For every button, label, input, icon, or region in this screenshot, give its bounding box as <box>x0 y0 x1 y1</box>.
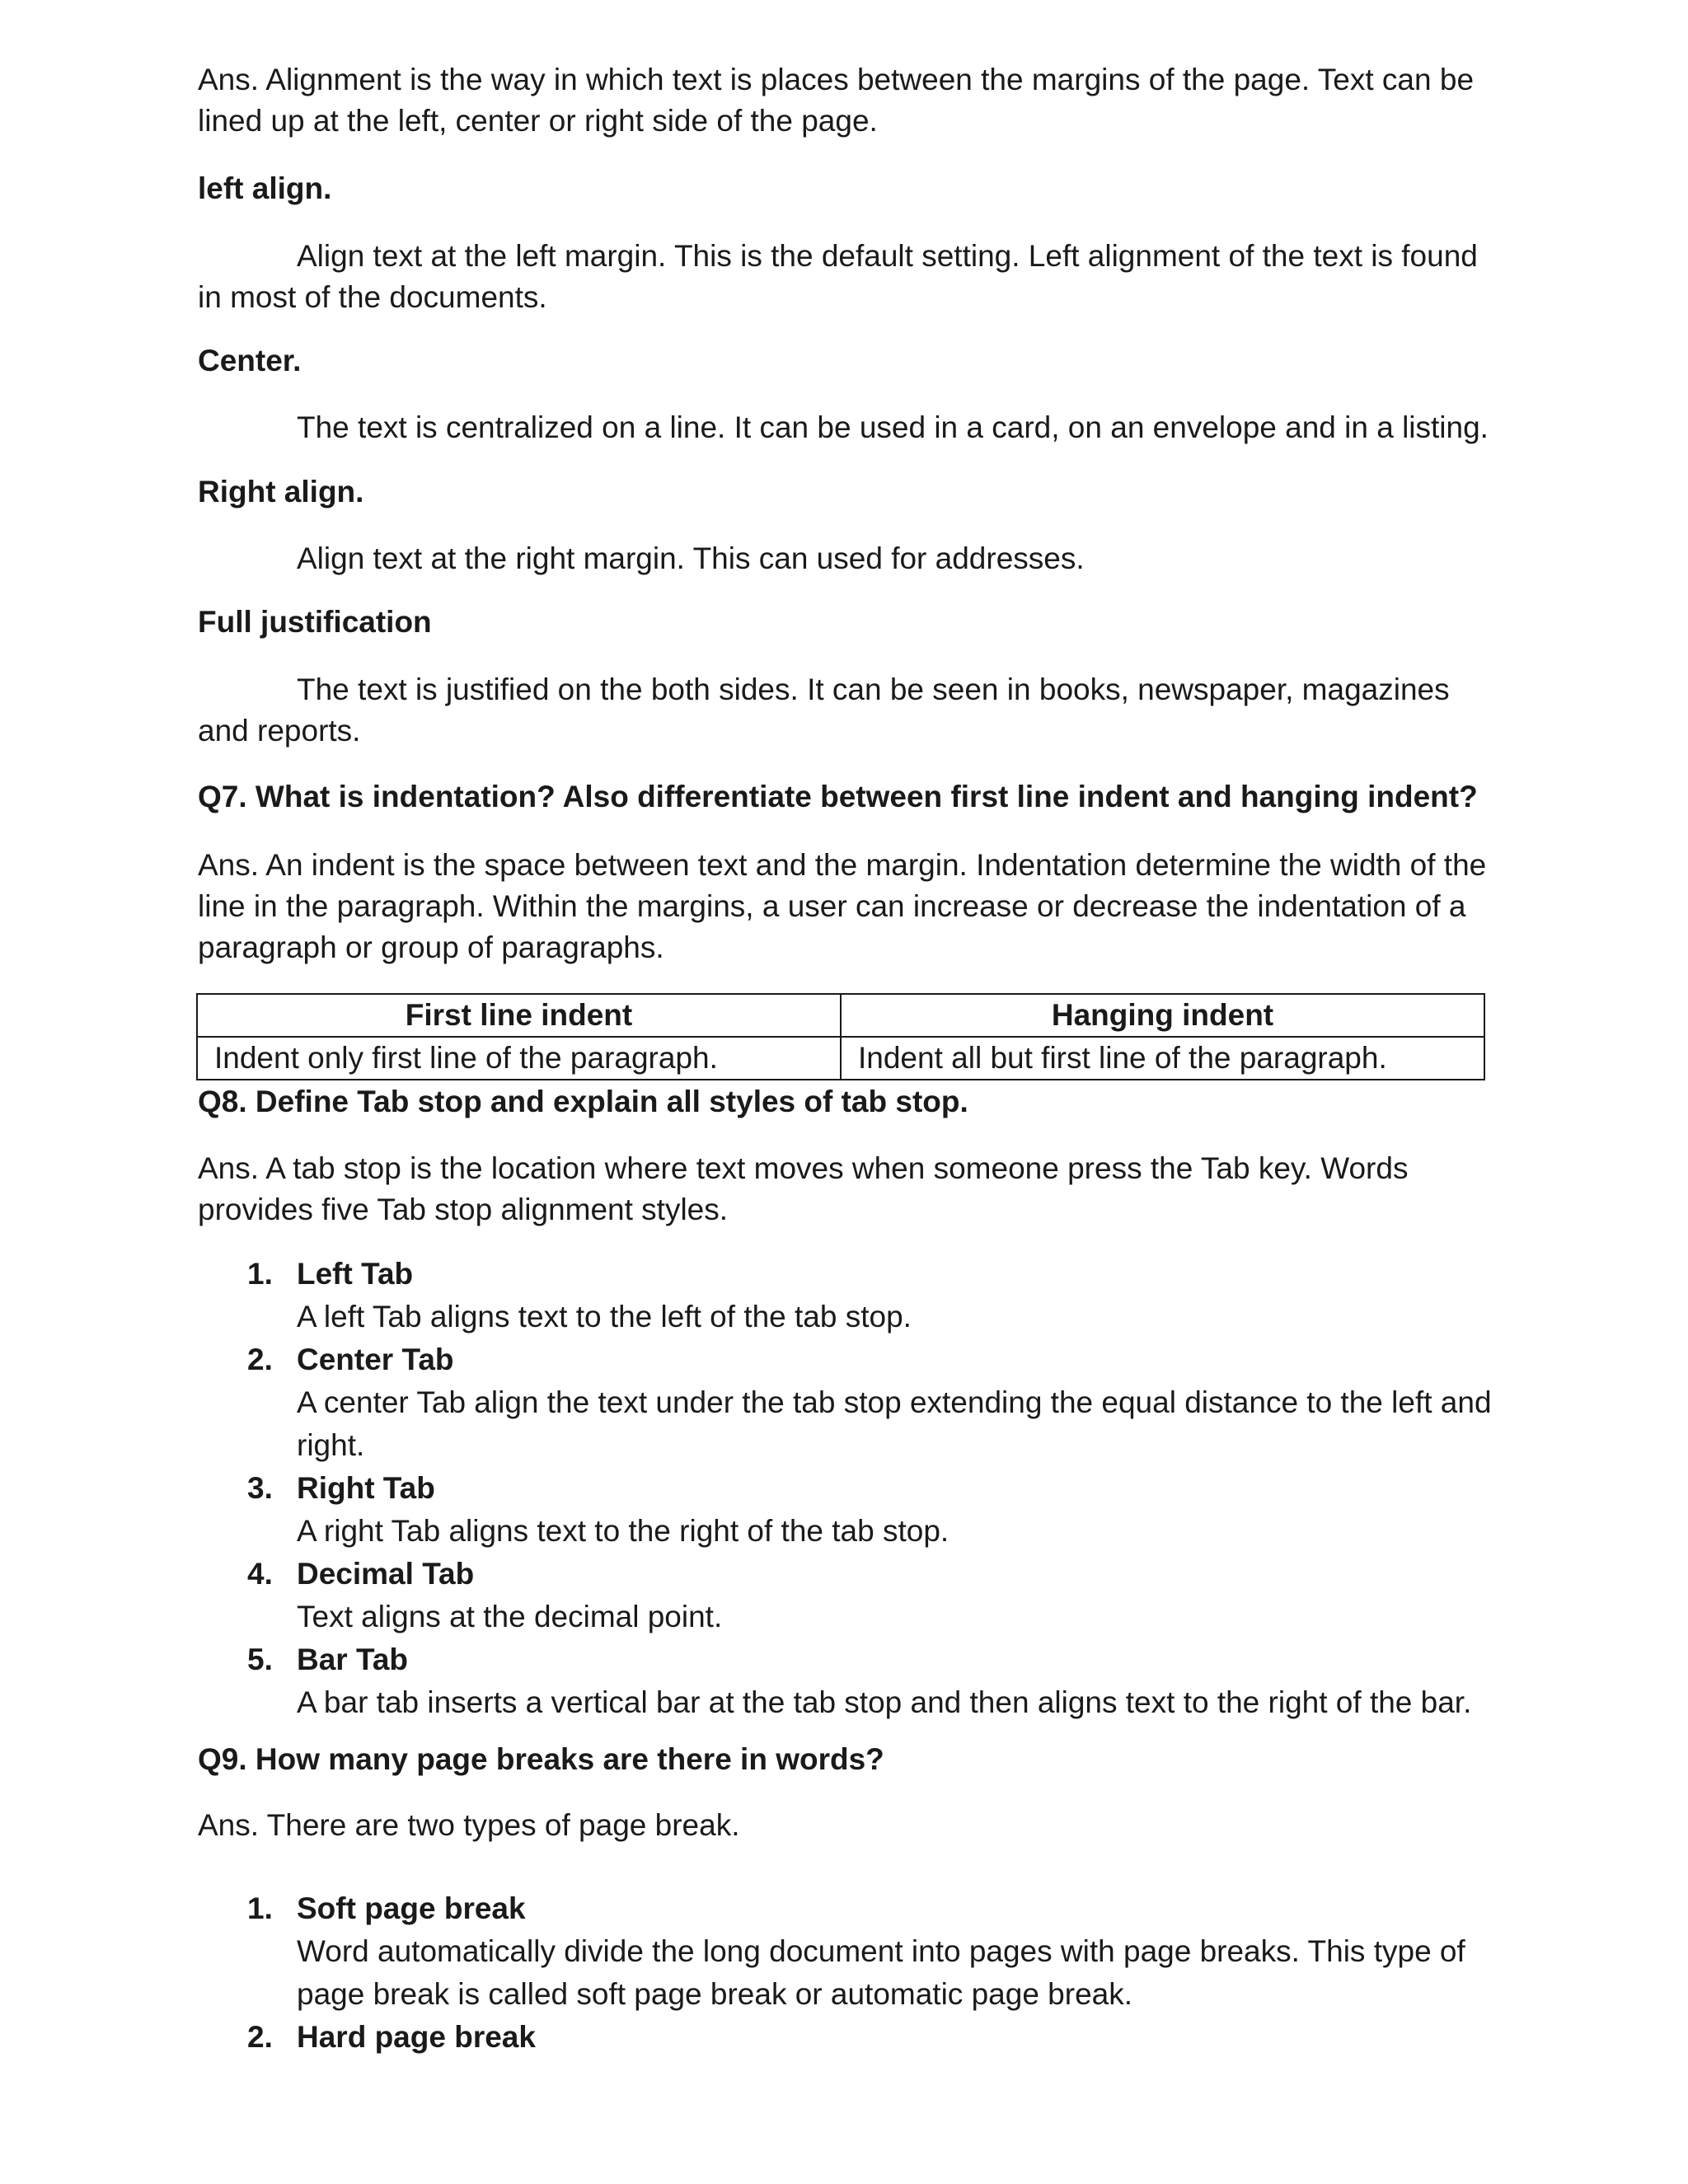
list-number: 1. <box>247 1891 273 1925</box>
alignment-answer: Ans. Alignment is the way in which text is places between the margins of the page. Text can be lined up at the left, center or right side of the page. <box>198 63 1475 138</box>
q9-question: Q9. How many page breaks are there in words? <box>198 1742 884 1776</box>
list-item <box>198 1553 1500 1638</box>
list-item-description: Text aligns at the decimal point. <box>297 1600 723 1633</box>
right-align-heading: Right align. <box>198 475 364 509</box>
list-item-title: Bar Tab <box>297 1643 409 1676</box>
list-item <box>198 1638 1500 1724</box>
list-number: 2. <box>247 1343 273 1376</box>
list-item-title: Hard page break <box>297 2020 536 2054</box>
q9-answer: Ans. There are two types of page break. <box>198 1808 740 1842</box>
list-item <box>198 1338 1500 1467</box>
center-description: The text is centralized on a line. It can be used in a card, on an envelope and in a listing. <box>297 410 1489 444</box>
center-heading: Center. <box>198 344 302 377</box>
full-justification-description: The text is justified on the both sides. It can be seen in books, newspaper, magazines and reports. <box>198 673 1450 748</box>
q8-question: Q8. Define Tab stop and explain all styles of tab stop. <box>198 1085 968 1118</box>
list-item <box>198 1253 1500 1338</box>
list-item-title: Soft page break <box>297 1891 526 1925</box>
table-cell-hanging-indent: Indent all but first line of the paragraph. <box>841 1037 1484 1080</box>
list-item-title: Decimal Tab <box>297 1557 475 1591</box>
list-item-description: A center Tab align the text under the tab stop extending the equal distance to the left and right. <box>297 1385 1492 1462</box>
list-number: 1. <box>247 1257 273 1291</box>
table-header-row <box>197 994 1484 1037</box>
list-item-description: A right Tab aligns text to the right of the tab stop. <box>297 1514 950 1548</box>
list-number: 5. <box>247 1643 273 1676</box>
left-align-description: Align text at the left margin. This is the default setting. Left alignment of the text is found in most of the documents. <box>198 239 1478 314</box>
list-number: 2. <box>247 2020 273 2054</box>
list-number: 3. <box>247 1471 273 1505</box>
indent-comparison-table <box>196 993 1485 1080</box>
list-item-title: Left Tab <box>297 1257 414 1291</box>
list-item-description: A left Tab aligns text to the left of the tab stop. <box>297 1300 912 1333</box>
list-item-title: Center Tab <box>297 1343 454 1376</box>
full-justification-heading: Full justification <box>198 605 432 639</box>
q7-question: Q7. What is indentation? Also differentiate between first line indent and hanging indent? <box>198 780 1478 813</box>
table-header-hanging-indent: Hanging indent <box>841 994 1484 1037</box>
right-align-description: Align text at the right margin. This can used for addresses. <box>297 541 1085 575</box>
list-number: 4. <box>247 1557 273 1591</box>
q7-answer: Ans. An indent is the space between text and the margin. Indentation determine the width of the line in the paragraph. Within the margins, a user can increase or decrease the indentation of a paragraph or group of paragraphs. <box>198 848 1487 964</box>
list-item <box>198 1887 1500 2016</box>
left-align-heading: left align. <box>198 171 332 205</box>
table-header-first-line-indent: First line indent <box>197 994 841 1037</box>
list-item <box>198 1467 1500 1553</box>
list-item <box>198 2016 1500 2059</box>
table-cell-first-line-indent: Indent only first line of the paragraph. <box>197 1037 841 1080</box>
list-item-description: A bar tab inserts a vertical bar at the tab stop and then aligns text to the right of the bar. <box>297 1685 1472 1719</box>
list-item-title: Right Tab <box>297 1471 435 1505</box>
table-row <box>197 1037 1484 1080</box>
tab-stop-styles-list <box>198 1253 1500 1724</box>
q8-answer: Ans. A tab stop is the location where text moves when someone press the Tab key. Words provides five Tab stop alignment styles. <box>198 1151 1409 1226</box>
page-break-types-list <box>198 1887 1500 2059</box>
list-item-description: Word automatically divide the long document into pages with page breaks. This type of page break is called soft page break or automatic page break. <box>297 1934 1465 2011</box>
